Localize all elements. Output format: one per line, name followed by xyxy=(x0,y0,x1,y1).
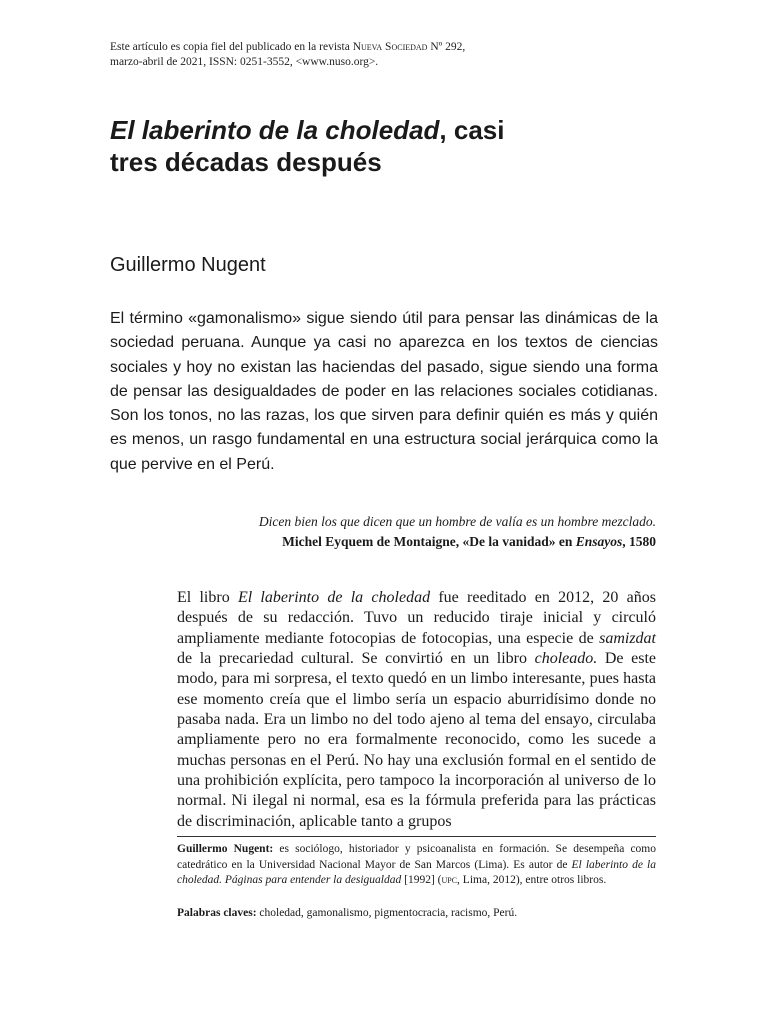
keywords xyxy=(177,906,656,922)
book-title: El laberinto de la choledad xyxy=(237,589,431,606)
body-text-2: fue reeditado en 2012, 20 años después de su redacción. Tuvo un reducido tiraje inicial y circuló ampliamente mediante fotocopias de fotocopias, una especie de xyxy=(177,589,656,647)
footnote-text-2: [1992] ( xyxy=(401,874,442,886)
body-text-1: El libro xyxy=(177,589,238,606)
keywords-label: Palabras claves: xyxy=(177,907,257,919)
samizdat-term: samizdat xyxy=(599,629,656,647)
author-footnote xyxy=(177,842,656,889)
article-title xyxy=(110,114,510,178)
publication-note-text-2: Nº 292, xyxy=(427,41,466,53)
epigraph-citation xyxy=(180,532,656,552)
title-italic: El laberinto de la choledad xyxy=(110,115,440,145)
footnote-publisher: upc xyxy=(441,874,458,886)
publication-note-text-3: marzo-abril de 2021, ISSN: 0251-3552, <www.nuso.org>. xyxy=(110,55,379,68)
epigraph xyxy=(180,512,656,552)
author-name: Guillermo Nugent xyxy=(110,254,266,276)
epigraph-citation-text: Michel Eyquem de Montaigne, «De la vanidad» en xyxy=(282,534,576,549)
journal-name: Nueva Sociedad xyxy=(352,41,428,53)
body-paragraph xyxy=(177,588,656,832)
footnote-divider xyxy=(177,836,656,837)
epigraph-year: , 1580 xyxy=(622,534,656,549)
footnote-text-3: , Lima, 2012), entre otros libros. xyxy=(457,874,607,886)
footnote-book-title: El laberinto de la choledad. Páginas para entender la desigualdad xyxy=(177,858,656,886)
keywords-list: choledad, gamonalismo, pigmentocracia, racismo, Perú. xyxy=(256,907,518,919)
epigraph-quote: Dicen bien los que dicen que un hombre de valía es un hombre mezclado. xyxy=(258,514,656,529)
title-rest: , casi tres décadas después xyxy=(110,115,505,177)
footnote-author-name: Guillermo Nugent: xyxy=(177,843,274,855)
body-text-3: de la precariedad cultural. Se convirtió en un libro xyxy=(177,650,535,668)
publication-note xyxy=(110,40,670,69)
body-text-4: De este modo, para mi sorpresa, el texto quedó en un limbo interesante, pues hasta ese momento creía que el limbo sería un espacio aburridísimo donde no pasaba nada. Era un limbo no del todo ajeno al tema del ensayo, circulaba ampliamente pero no era formalmente reconocido, como les sucede a muchas personas en el Perú. No hay una exclusión formal en el sentido de una prohibición explícita, pero tampoco la incorporación al universo de lo normal. Ni ilegal ni normal, esa es la fórmula preferida para las prácticas de discriminación, aplicable tanto a grupos xyxy=(177,650,656,830)
epigraph-work: Ensayos xyxy=(575,534,623,549)
footnote-text-1: es sociólogo, historiador y psicoanalista en formación. Se desempeña como catedrático en la Universidad Nacional Mayor de San Marcos (Lima). Es autor de xyxy=(177,843,656,871)
choleado-term: choleado. xyxy=(534,650,598,668)
publication-note-text-1: Este artículo es copia fiel del publicado en la revista xyxy=(110,41,353,53)
abstract: El término «gamonalismo» sigue siendo útil para pensar las dinámicas de la sociedad peruana. Aunque ya casi no aparezca en los textos de ciencias sociales y hoy no existan las haciendas del pasado, sigue siendo una forma de pensar las desigualdades de poder en las relaciones sociales cotidianas. Son los tonos, no las razas, los que sirven para definir quién es más y quién es menos, un rasgo fundamental en una estructura social jerárquica como la que pervive en el Perú. xyxy=(110,310,658,473)
